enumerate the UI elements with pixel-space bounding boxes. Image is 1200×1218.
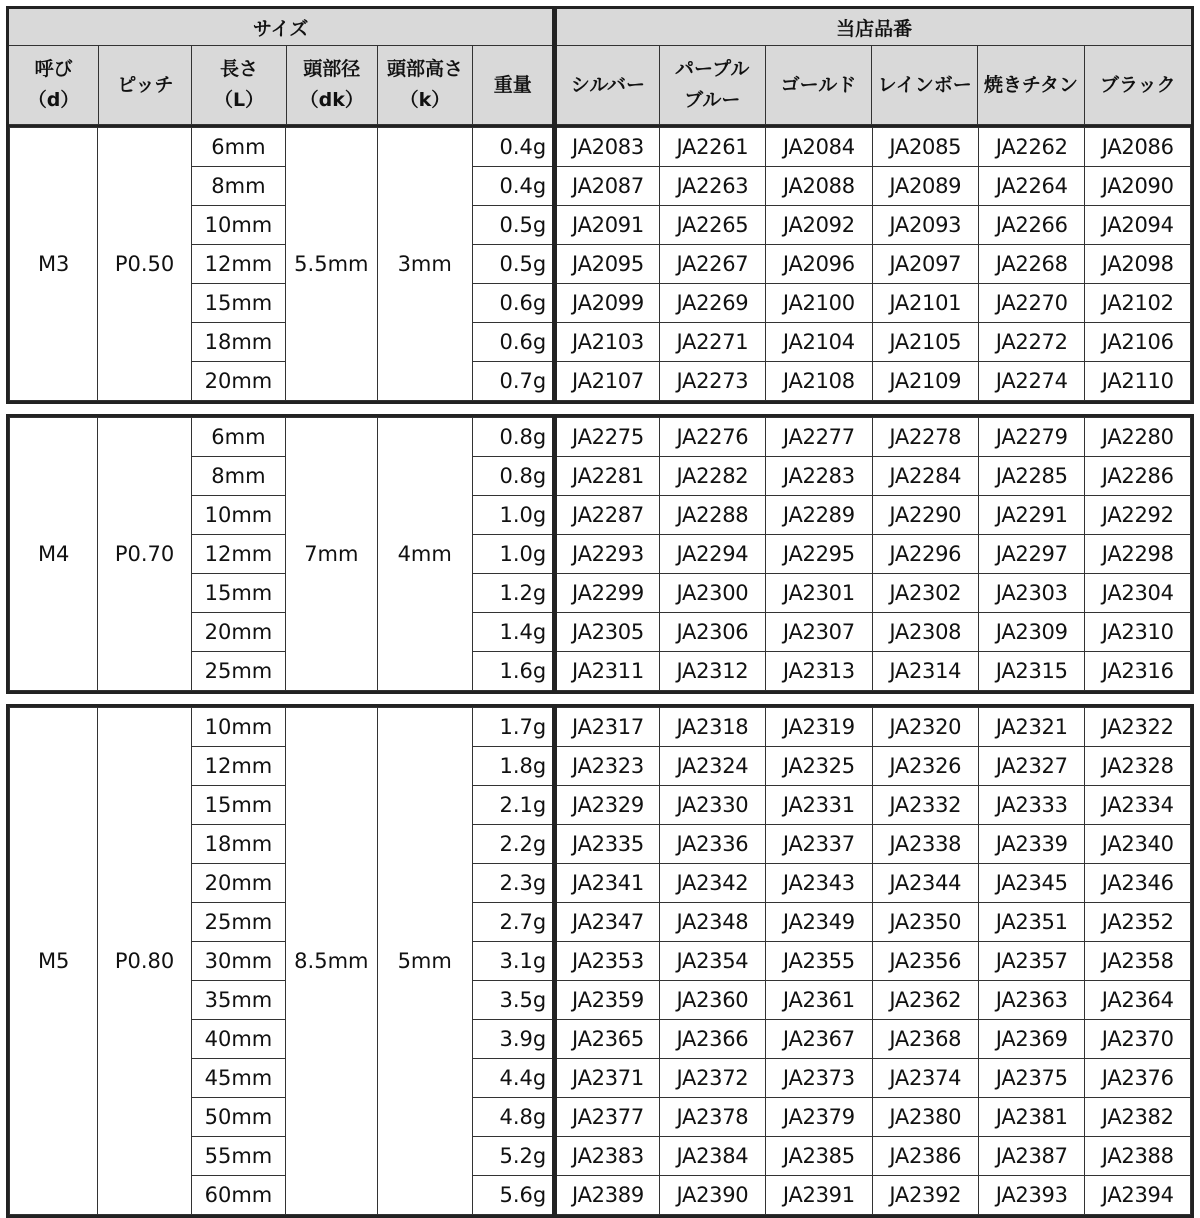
- product-code-gold: JA2319: [766, 708, 872, 747]
- product-code-rainbow: JA2308: [872, 613, 978, 652]
- spec-table-m3: [9, 127, 1191, 401]
- length-cell: 10mm: [191, 496, 285, 535]
- product-code-gold: JA2100: [766, 284, 872, 323]
- product-code-gold: JA2331: [766, 786, 872, 825]
- product-code-silver: JA2311: [555, 652, 659, 691]
- weight-cell: 2.3g: [472, 864, 554, 903]
- product-code-silver: JA2305: [555, 613, 659, 652]
- product-code-gold: JA2385: [766, 1137, 872, 1176]
- length-cell: 12mm: [191, 245, 285, 284]
- length-cell: 60mm: [191, 1176, 285, 1215]
- product-code-purple-blue: JA2261: [659, 128, 765, 167]
- weight-cell: 0.4g: [472, 167, 554, 206]
- pitch-cell: P0.80: [98, 708, 191, 1215]
- product-code-silver: JA2087: [555, 167, 659, 206]
- product-code-purple-blue: JA2273: [659, 362, 765, 401]
- product-code-burnt-titanium: JA2369: [979, 1020, 1085, 1059]
- weight-cell: 1.7g: [472, 708, 554, 747]
- weight-cell: 4.8g: [472, 1098, 554, 1137]
- product-code-silver: JA2293: [555, 535, 659, 574]
- product-code-black: JA2340: [1085, 825, 1191, 864]
- product-code-gold: JA2108: [766, 362, 872, 401]
- product-code-purple-blue: JA2354: [659, 942, 765, 981]
- product-code-purple-blue: JA2330: [659, 786, 765, 825]
- product-code-silver: JA2347: [555, 903, 659, 942]
- length-cell: 12mm: [191, 747, 285, 786]
- weight-cell: 2.7g: [472, 903, 554, 942]
- product-code-purple-blue: JA2342: [659, 864, 765, 903]
- weight-cell: 0.5g: [472, 245, 554, 284]
- product-code-silver: JA2317: [555, 708, 659, 747]
- weight-cell: 0.7g: [472, 362, 554, 401]
- product-code-burnt-titanium: JA2272: [979, 323, 1085, 362]
- m5-block: [6, 704, 1194, 1218]
- product-code-rainbow: JA2374: [872, 1059, 978, 1098]
- head-height-cell: 3mm: [377, 128, 472, 401]
- product-code-purple-blue: JA2366: [659, 1020, 765, 1059]
- product-code-silver: JA2383: [555, 1137, 659, 1176]
- product-code-rainbow: JA2344: [872, 864, 978, 903]
- product-code-rainbow: JA2332: [872, 786, 978, 825]
- weight-cell: 3.5g: [472, 981, 554, 1020]
- product-code-burnt-titanium: JA2266: [979, 206, 1085, 245]
- product-code-black: JA2102: [1085, 284, 1191, 323]
- product-code-gold: JA2088: [766, 167, 872, 206]
- head-dia-cell: 5.5mm: [286, 128, 377, 401]
- product-code-silver: JA2083: [555, 128, 659, 167]
- product-code-black: JA2094: [1085, 206, 1191, 245]
- length-cell: 10mm: [191, 708, 285, 747]
- product-code-gold: JA2349: [766, 903, 872, 942]
- product-code-rainbow: JA2109: [872, 362, 978, 401]
- product-code-rainbow: JA2368: [872, 1020, 978, 1059]
- product-code-rainbow: JA2290: [872, 496, 978, 535]
- m3-block: [6, 125, 1194, 404]
- product-code-gold: JA2373: [766, 1059, 872, 1098]
- product-code-gold: JA2277: [766, 418, 872, 457]
- product-code-gold: JA2301: [766, 574, 872, 613]
- product-code-purple-blue: JA2269: [659, 284, 765, 323]
- product-code-purple-blue: JA2271: [659, 323, 765, 362]
- product-code-black: JA2280: [1085, 418, 1191, 457]
- product-code-burnt-titanium: JA2268: [979, 245, 1085, 284]
- weight-cell: 1.0g: [472, 496, 554, 535]
- weight-cell: 0.4g: [472, 128, 554, 167]
- product-code-burnt-titanium: JA2274: [979, 362, 1085, 401]
- product-code-rainbow: JA2314: [872, 652, 978, 691]
- product-code-black: JA2328: [1085, 747, 1191, 786]
- length-cell: 25mm: [191, 652, 285, 691]
- spec-table-header: [6, 6, 1194, 125]
- product-code-silver: JA2095: [555, 245, 659, 284]
- product-code-rainbow: JA2362: [872, 981, 978, 1020]
- product-code-silver: JA2275: [555, 418, 659, 457]
- weight-cell: 1.6g: [472, 652, 554, 691]
- nominal-size-cell: M4: [10, 418, 98, 691]
- product-code-black: JA2382: [1085, 1098, 1191, 1137]
- product-code-rainbow: JA2101: [872, 284, 978, 323]
- product-code-burnt-titanium: JA2333: [979, 786, 1085, 825]
- head-height-cell: 5mm: [377, 708, 472, 1215]
- product-code-purple-blue: JA2267: [659, 245, 765, 284]
- product-code-rainbow: JA2284: [872, 457, 978, 496]
- product-code-purple-blue: JA2282: [659, 457, 765, 496]
- product-code-silver: JA2323: [555, 747, 659, 786]
- spec-table-container: [6, 6, 1194, 1218]
- product-code-gold: JA2361: [766, 981, 872, 1020]
- product-code-silver: JA2329: [555, 786, 659, 825]
- product-code-gold: JA2325: [766, 747, 872, 786]
- col-pitch-header: ピッチ: [99, 46, 192, 125]
- product-code-rainbow: JA2093: [872, 206, 978, 245]
- m4-block: [6, 414, 1194, 694]
- product-code-silver: JA2099: [555, 284, 659, 323]
- weight-cell: 2.1g: [472, 786, 554, 825]
- product-code-black: JA2322: [1085, 708, 1191, 747]
- length-cell: 35mm: [191, 981, 285, 1020]
- product-code-burnt-titanium: JA2315: [979, 652, 1085, 691]
- product-code-purple-blue: JA2306: [659, 613, 765, 652]
- col-length-header: 長さ （L）: [192, 46, 286, 125]
- product-code-burnt-titanium: JA2345: [979, 864, 1085, 903]
- length-cell: 20mm: [191, 864, 285, 903]
- product-code-burnt-titanium: JA2321: [979, 708, 1085, 747]
- product-code-black: JA2376: [1085, 1059, 1191, 1098]
- product-code-black: JA2106: [1085, 323, 1191, 362]
- product-code-black: JA2346: [1085, 864, 1191, 903]
- weight-cell: 2.2g: [472, 825, 554, 864]
- product-code-gold: JA2343: [766, 864, 872, 903]
- product-code-black: JA2110: [1085, 362, 1191, 401]
- weight-cell: 1.0g: [472, 535, 554, 574]
- length-cell: 15mm: [191, 574, 285, 613]
- product-code-gold: JA2084: [766, 128, 872, 167]
- weight-cell: 0.8g: [472, 457, 554, 496]
- product-code-rainbow: JA2380: [872, 1098, 978, 1137]
- length-cell: 15mm: [191, 284, 285, 323]
- col-head-height-header: 頭部高さ （k）: [377, 46, 472, 125]
- product-code-silver: JA2353: [555, 942, 659, 981]
- col-silver-header: シルバー: [555, 46, 659, 125]
- product-code-burnt-titanium: JA2309: [979, 613, 1085, 652]
- product-code-burnt-titanium: JA2375: [979, 1059, 1085, 1098]
- col-purple-blue-header: パープル ブルー: [659, 46, 765, 125]
- size-group-header: サイズ: [8, 8, 555, 46]
- col-black-header: ブラック: [1084, 46, 1192, 125]
- product-code-purple-blue: JA2378: [659, 1098, 765, 1137]
- pitch-cell: P0.50: [98, 128, 191, 401]
- product-code-silver: JA2359: [555, 981, 659, 1020]
- product-code-purple-blue: JA2276: [659, 418, 765, 457]
- length-cell: 20mm: [191, 613, 285, 652]
- product-code-gold: JA2289: [766, 496, 872, 535]
- weight-cell: 0.5g: [472, 206, 554, 245]
- product-code-silver: JA2091: [555, 206, 659, 245]
- length-cell: 12mm: [191, 535, 285, 574]
- length-cell: 6mm: [191, 418, 285, 457]
- product-code-black: JA2292: [1085, 496, 1191, 535]
- pitch-cell: P0.70: [98, 418, 191, 691]
- product-code-rainbow: JA2338: [872, 825, 978, 864]
- weight-cell: 3.1g: [472, 942, 554, 981]
- product-code-burnt-titanium: JA2262: [979, 128, 1085, 167]
- product-code-rainbow: JA2350: [872, 903, 978, 942]
- head-dia-cell: 7mm: [286, 418, 377, 691]
- weight-cell: 5.6g: [472, 1176, 554, 1215]
- length-cell: 30mm: [191, 942, 285, 981]
- length-cell: 40mm: [191, 1020, 285, 1059]
- col-rainbow-header: レインボー: [872, 46, 978, 125]
- product-code-gold: JA2367: [766, 1020, 872, 1059]
- length-cell: 55mm: [191, 1137, 285, 1176]
- product-code-silver: JA2299: [555, 574, 659, 613]
- product-code-purple-blue: JA2288: [659, 496, 765, 535]
- table-row: [10, 708, 1191, 747]
- product-code-burnt-titanium: JA2270: [979, 284, 1085, 323]
- col-gold-header: ゴールド: [765, 46, 871, 125]
- product-code-burnt-titanium: JA2264: [979, 167, 1085, 206]
- table-row: [10, 418, 1191, 457]
- product-code-purple-blue: JA2294: [659, 535, 765, 574]
- product-code-purple-blue: JA2265: [659, 206, 765, 245]
- col-nominal-header: 呼び （d）: [8, 46, 99, 125]
- product-code-silver: JA2107: [555, 362, 659, 401]
- product-code-rainbow: JA2356: [872, 942, 978, 981]
- product-code-silver: JA2365: [555, 1020, 659, 1059]
- head-dia-cell: 8.5mm: [286, 708, 377, 1215]
- product-code-black: JA2388: [1085, 1137, 1191, 1176]
- product-code-silver: JA2281: [555, 457, 659, 496]
- table-row: [10, 128, 1191, 167]
- product-code-silver: JA2377: [555, 1098, 659, 1137]
- weight-cell: 0.8g: [472, 418, 554, 457]
- weight-cell: 1.4g: [472, 613, 554, 652]
- product-code-burnt-titanium: JA2279: [979, 418, 1085, 457]
- product-code-gold: JA2104: [766, 323, 872, 362]
- product-code-purple-blue: JA2300: [659, 574, 765, 613]
- spec-table-m4: [9, 417, 1191, 691]
- length-cell: 18mm: [191, 323, 285, 362]
- product-code-gold: JA2313: [766, 652, 872, 691]
- product-code-purple-blue: JA2318: [659, 708, 765, 747]
- product-code-purple-blue: JA2324: [659, 747, 765, 786]
- product-code-burnt-titanium: JA2387: [979, 1137, 1085, 1176]
- product-code-purple-blue: JA2360: [659, 981, 765, 1020]
- product-code-black: JA2358: [1085, 942, 1191, 981]
- product-code-group-header: 当店品番: [555, 8, 1193, 46]
- product-code-burnt-titanium: JA2291: [979, 496, 1085, 535]
- product-code-black: JA2316: [1085, 652, 1191, 691]
- product-code-black: JA2098: [1085, 245, 1191, 284]
- product-code-purple-blue: JA2372: [659, 1059, 765, 1098]
- product-code-rainbow: JA2278: [872, 418, 978, 457]
- product-code-burnt-titanium: JA2285: [979, 457, 1085, 496]
- product-code-gold: JA2391: [766, 1176, 872, 1215]
- spec-table-m5: [9, 707, 1191, 1215]
- product-code-rainbow: JA2326: [872, 747, 978, 786]
- weight-cell: 4.4g: [472, 1059, 554, 1098]
- product-code-gold: JA2355: [766, 942, 872, 981]
- product-code-burnt-titanium: JA2303: [979, 574, 1085, 613]
- nominal-size-cell: M5: [10, 708, 98, 1215]
- product-code-silver: JA2389: [555, 1176, 659, 1215]
- length-cell: 8mm: [191, 457, 285, 496]
- product-code-gold: JA2092: [766, 206, 872, 245]
- product-code-rainbow: JA2296: [872, 535, 978, 574]
- weight-cell: 3.9g: [472, 1020, 554, 1059]
- product-code-black: JA2352: [1085, 903, 1191, 942]
- length-cell: 6mm: [191, 128, 285, 167]
- length-cell: 15mm: [191, 786, 285, 825]
- weight-cell: 1.2g: [472, 574, 554, 613]
- product-code-purple-blue: JA2384: [659, 1137, 765, 1176]
- product-code-purple-blue: JA2390: [659, 1176, 765, 1215]
- product-code-burnt-titanium: JA2381: [979, 1098, 1085, 1137]
- col-weight-header: 重量: [473, 46, 555, 125]
- product-code-rainbow: JA2386: [872, 1137, 978, 1176]
- product-code-rainbow: JA2089: [872, 167, 978, 206]
- product-code-black: JA2364: [1085, 981, 1191, 1020]
- product-code-burnt-titanium: JA2297: [979, 535, 1085, 574]
- length-cell: 20mm: [191, 362, 285, 401]
- col-burnt-titanium-header: 焼きチタン: [978, 46, 1084, 125]
- product-code-black: JA2090: [1085, 167, 1191, 206]
- product-code-gold: JA2283: [766, 457, 872, 496]
- product-code-silver: JA2335: [555, 825, 659, 864]
- product-code-black: JA2334: [1085, 786, 1191, 825]
- nominal-size-cell: M3: [10, 128, 98, 401]
- product-code-silver: JA2341: [555, 864, 659, 903]
- product-code-burnt-titanium: JA2327: [979, 747, 1085, 786]
- weight-cell: 1.8g: [472, 747, 554, 786]
- product-code-purple-blue: JA2312: [659, 652, 765, 691]
- product-code-black: JA2298: [1085, 535, 1191, 574]
- head-height-cell: 4mm: [377, 418, 472, 691]
- product-code-silver: JA2287: [555, 496, 659, 535]
- product-code-rainbow: JA2105: [872, 323, 978, 362]
- length-cell: 18mm: [191, 825, 285, 864]
- product-code-gold: JA2337: [766, 825, 872, 864]
- product-code-rainbow: JA2320: [872, 708, 978, 747]
- product-code-rainbow: JA2302: [872, 574, 978, 613]
- product-code-burnt-titanium: JA2357: [979, 942, 1085, 981]
- weight-cell: 0.6g: [472, 284, 554, 323]
- col-head-dia-header: 頭部径 （dk）: [286, 46, 377, 125]
- product-code-silver: JA2371: [555, 1059, 659, 1098]
- product-code-gold: JA2295: [766, 535, 872, 574]
- product-code-gold: JA2379: [766, 1098, 872, 1137]
- product-code-black: JA2394: [1085, 1176, 1191, 1215]
- product-code-black: JA2286: [1085, 457, 1191, 496]
- product-code-black: JA2310: [1085, 613, 1191, 652]
- product-code-burnt-titanium: JA2339: [979, 825, 1085, 864]
- length-cell: 45mm: [191, 1059, 285, 1098]
- weight-cell: 0.6g: [472, 323, 554, 362]
- product-code-burnt-titanium: JA2393: [979, 1176, 1085, 1215]
- weight-cell: 5.2g: [472, 1137, 554, 1176]
- product-code-purple-blue: JA2263: [659, 167, 765, 206]
- product-code-purple-blue: JA2348: [659, 903, 765, 942]
- product-code-gold: JA2096: [766, 245, 872, 284]
- product-code-burnt-titanium: JA2351: [979, 903, 1085, 942]
- product-code-gold: JA2307: [766, 613, 872, 652]
- product-code-black: JA2304: [1085, 574, 1191, 613]
- product-code-silver: JA2103: [555, 323, 659, 362]
- product-code-black: JA2086: [1085, 128, 1191, 167]
- length-cell: 8mm: [191, 167, 285, 206]
- length-cell: 10mm: [191, 206, 285, 245]
- product-code-purple-blue: JA2336: [659, 825, 765, 864]
- product-code-rainbow: JA2085: [872, 128, 978, 167]
- product-code-burnt-titanium: JA2363: [979, 981, 1085, 1020]
- length-cell: 25mm: [191, 903, 285, 942]
- product-code-rainbow: JA2097: [872, 245, 978, 284]
- length-cell: 50mm: [191, 1098, 285, 1137]
- product-code-rainbow: JA2392: [872, 1176, 978, 1215]
- product-code-black: JA2370: [1085, 1020, 1191, 1059]
